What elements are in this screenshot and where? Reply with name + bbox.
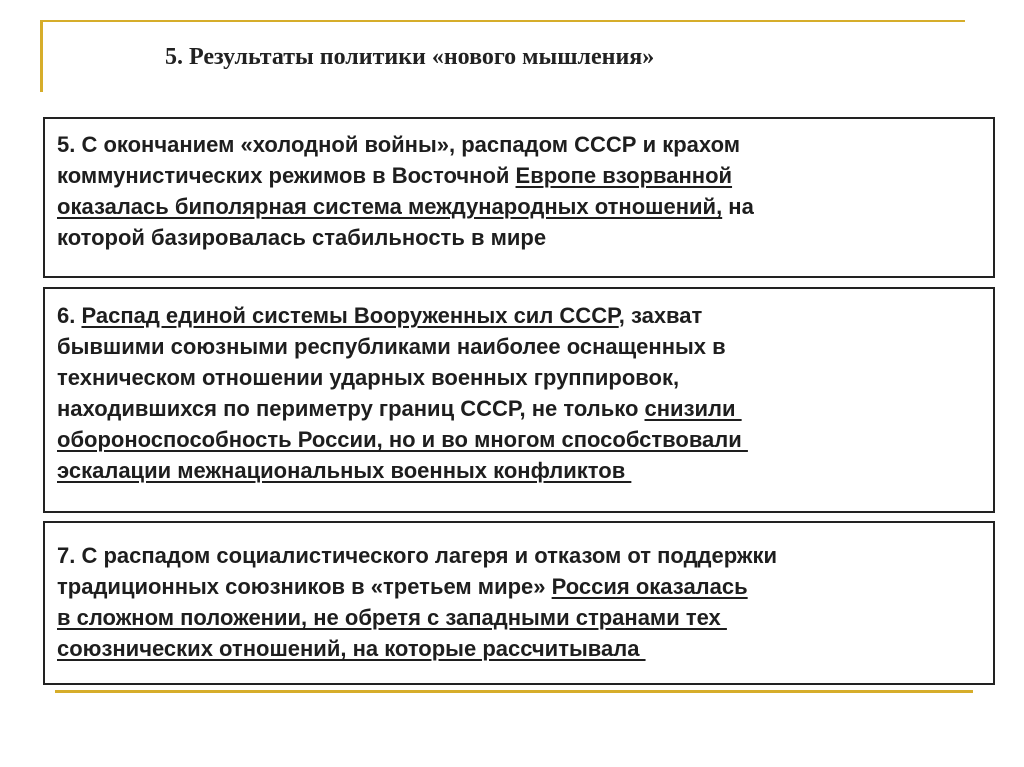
point-6-line-5 <box>57 424 983 455</box>
point-5-line-1: 5. С окончанием «холодной войны», распадом СССР и крахом <box>57 132 741 157</box>
point-6-line-4 <box>57 393 983 424</box>
point-7-underlined: в сложном положении, не обретя с западными странами тех <box>57 605 727 630</box>
point-7-line-1: 7. С распадом социалистического лагеря и отказом от поддержки <box>57 543 778 568</box>
point-6-line-6 <box>57 455 983 486</box>
point-6-underlined: Распад единой системы Вооруженных сил СССР <box>81 303 619 328</box>
point-6-line-3: техническом отношении ударных военных группировок, <box>57 365 680 390</box>
point-5-box <box>43 117 995 278</box>
point-6-text: 6. <box>57 303 82 328</box>
point-5-underlined: Европе взорванной <box>515 163 733 188</box>
point-5-line-3 <box>57 191 983 222</box>
point-7-text: традиционных союзников в «третьем мире» <box>57 574 552 599</box>
point-6-line-1 <box>57 300 983 331</box>
point-5-underlined: оказалась биполярная система международных отношений, <box>57 194 723 219</box>
point-6-underlined: эскалации межнациональных военных конфликтов <box>57 458 632 483</box>
point-7-box <box>43 521 995 685</box>
left-accent-rule <box>40 20 43 92</box>
point-7-underlined: союзнических отношений, на которые рассчитывала <box>57 636 646 661</box>
point-7-line-2 <box>57 571 983 602</box>
point-5-text: коммунистических режимов в Восточной <box>57 163 516 188</box>
point-6-text: , захват <box>618 303 703 328</box>
top-rule <box>40 20 965 22</box>
slide-title: 5. Результаты политики «нового мышления» <box>165 44 655 70</box>
point-7-underlined: Россия оказалась <box>551 574 748 599</box>
point-6-text: находившихся по периметру границ СССР, не только <box>57 396 645 421</box>
point-6-underlined: снизили <box>644 396 742 421</box>
point-6-underlined: обороноспособность России, но и во многом способствовали <box>57 427 748 452</box>
point-5-line-2 <box>57 160 983 191</box>
point-7-line-3 <box>57 602 983 633</box>
bottom-rule <box>55 690 973 693</box>
point-6-box <box>43 287 995 513</box>
point-5-text: на <box>722 194 754 219</box>
point-6-line-2: бывшими союзными республиками наиболее оснащенных в <box>57 334 726 359</box>
point-7-line-4 <box>57 633 983 664</box>
point-5-line-4: которой базировалась стабильность в мире <box>57 225 547 250</box>
